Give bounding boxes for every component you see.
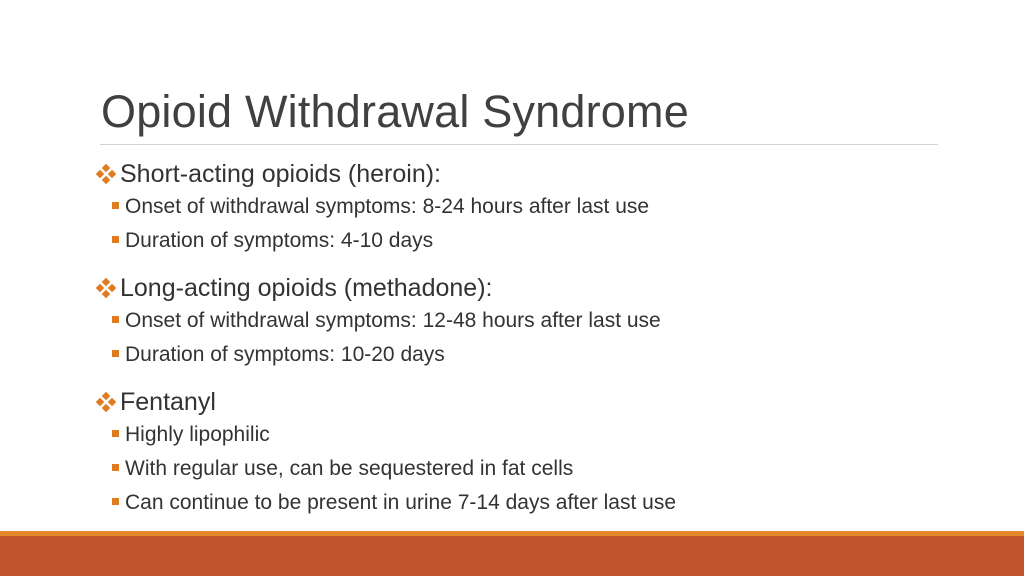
- diamond-bullet-icon: [96, 165, 116, 183]
- footer-bar: [0, 536, 1024, 576]
- list-item-text: Onset of withdrawal symptoms: 12-48 hours after last use: [125, 309, 661, 332]
- slide-content: [96, 158, 956, 520]
- list-item: [112, 486, 956, 520]
- section-heading: [96, 158, 956, 190]
- diamond-bullet-icon: [96, 279, 116, 297]
- square-bullet-icon: [112, 236, 119, 243]
- list-item: [112, 190, 956, 224]
- square-bullet-icon: [112, 464, 119, 471]
- list-item-text: Duration of symptoms: 10-20 days: [125, 343, 445, 366]
- section-heading-text: Short-acting opioids (heroin):: [120, 159, 441, 188]
- list-item-text: Can continue to be present in urine 7-14 days after last use: [125, 491, 677, 514]
- list-item: [112, 418, 956, 452]
- list-item: [112, 224, 956, 258]
- section-heading-text: Fentanyl: [120, 387, 216, 416]
- section-heading: [96, 272, 956, 304]
- list-item: [112, 452, 956, 486]
- list-item-text: Highly lipophilic: [125, 423, 270, 446]
- list-item: [112, 338, 956, 372]
- section-fentanyl: [96, 386, 956, 520]
- section-heading: [96, 386, 956, 418]
- slide-title: Opioid Withdrawal Syndrome: [101, 86, 689, 137]
- list-item: [112, 304, 956, 338]
- diamond-bullet-icon: [96, 393, 116, 411]
- section-long-acting: [96, 272, 956, 372]
- square-bullet-icon: [112, 430, 119, 437]
- square-bullet-icon: [112, 350, 119, 357]
- section-short-acting: [96, 158, 956, 258]
- square-bullet-icon: [112, 202, 119, 209]
- list-item-text: Duration of symptoms: 4-10 days: [125, 229, 434, 252]
- square-bullet-icon: [112, 316, 119, 323]
- list-item-text: With regular use, can be sequestered in fat cells: [125, 457, 574, 480]
- list-item-text: Onset of withdrawal symptoms: 8-24 hours after last use: [125, 195, 650, 218]
- section-heading-text: Long-acting opioids (methadone):: [120, 273, 493, 302]
- title-divider: [100, 144, 938, 145]
- square-bullet-icon: [112, 498, 119, 505]
